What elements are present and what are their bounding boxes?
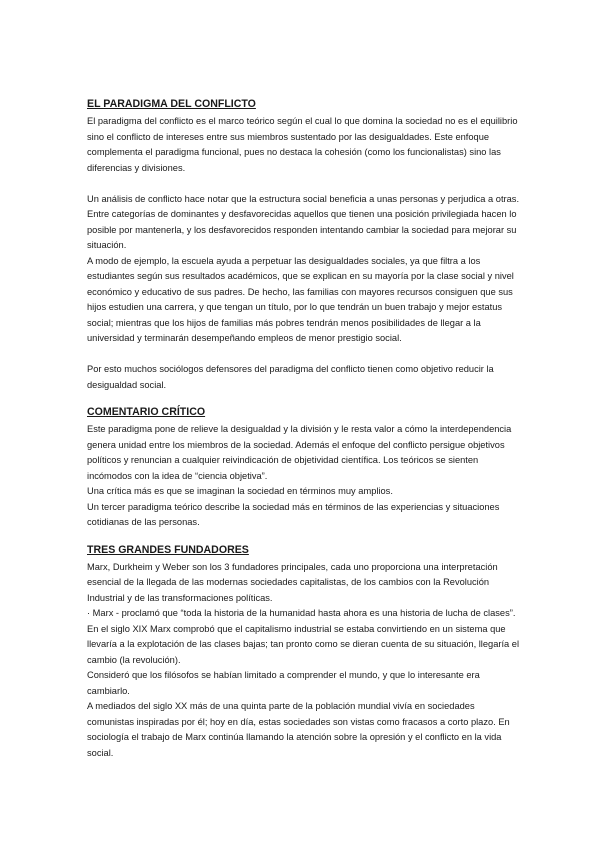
section-heading-tres-fundadores: TRES GRANDES FUNDADORES xyxy=(87,543,249,556)
paragraph: A modo de ejemplo, la escuela ayuda a perpetuar las desigualdades sociales, ya que filtra a los estudiantes según sus resultados académicos, que se explican en su mayoría por la clase social y nivel económico y educativo de sus padres. De hecho, las familias con mayores recursos consiguen que sus hijos estudien una carrera, y que tengan un título, por lo que tendrán un buen trabajo y mejor estatus social; mientras que los hijos de familias más pobres tendrán menos posibilidades de llegar a la universidad y terminarán desempeñando empleos de menor prestigio social. xyxy=(87,255,514,343)
paragraph: Un análisis de conflicto hace notar que la estructura social beneficia a unas personas y perjudica a otras. Entre categorías de dominantes y desfavorecidas aquellos que tienen una posición privilegiada hacen lo posible por mantenerla, y los desfavorecidos responden intentando cambiar la sociedad para mejorar su situación. xyxy=(87,193,520,250)
paragraph: Consideró que los filósofos se habían limitado a comprender el mundo, y que lo interesante era cambiarlo. xyxy=(87,670,480,696)
section-heading-paradigma-conflicto: EL PARADIGMA DEL CONFLICTO xyxy=(87,98,256,110)
paragraph: El paradigma del conflicto es el marco teórico según el cual lo que domina la sociedad no es el equilibrio sino el conflicto de intereses entre sus miembros sustentado por las desigualdades. Este enfoque complementa el paradigma funcional, pues no destaca la cohesión (como los funcionalistas) sino las diferencias y divisiones. xyxy=(87,116,518,173)
paragraph: Este paradigma pone de relieve la desigualdad y la división y le resta valor a cómo la interdependencia genera unidad entre los miembros de la sociedad. Además el enfoque del conflicto persigue objetivos políticos y renuncian a cualquier reivindicación de objetividad científica. Los teóricos se sienten incómodos con la idea de “ciencia objetiva”. xyxy=(87,424,512,481)
paragraph: · Marx - proclamó que “toda la historia de la humanidad hasta ahora es una historia de lucha de clases”. En el siglo XIX Marx comprobó que el capitalismo industrial se estaba convirtiendo en un sistema que llevaría a la explotación de las clases bajas; tan pronto como se dieran cuenta de su situación, llegaría el cambio (la revolución). xyxy=(87,608,520,665)
section-heading-comentario-critico: COMENTARIO CRÍTICO xyxy=(87,406,206,418)
paragraph: Por esto muchos sociólogos defensores del paradigma del conflicto tienen como objetivo reducir la desigualdad social. xyxy=(87,364,494,390)
paragraph: A mediados del siglo XX más de una quinta parte de la población mundial vivía en sociedades comunistas inspiradas por él; hoy en día, estas sociedades son vistas como fracasos a corto plazo. En sociología el trabajo de Marx continúa llamando la atención sobre la opresión y el conflicto en la vida social. xyxy=(87,701,510,758)
paragraph: Marx, Durkheim y Weber son los 3 fundadores principales, cada uno proporciona una interpretación esencial de la llegada de las modernas sociedades capitalistas, de los cambios con la Revolución Industrial y de las transformaciones políticas. xyxy=(87,561,498,603)
paragraph: Un tercer paradigma teórico describe la sociedad más en términos de las experiencias y situaciones cotidianas de las personas. xyxy=(87,501,500,527)
paragraph: Una crítica más es que se imaginan la sociedad en términos muy amplios. xyxy=(87,486,393,496)
